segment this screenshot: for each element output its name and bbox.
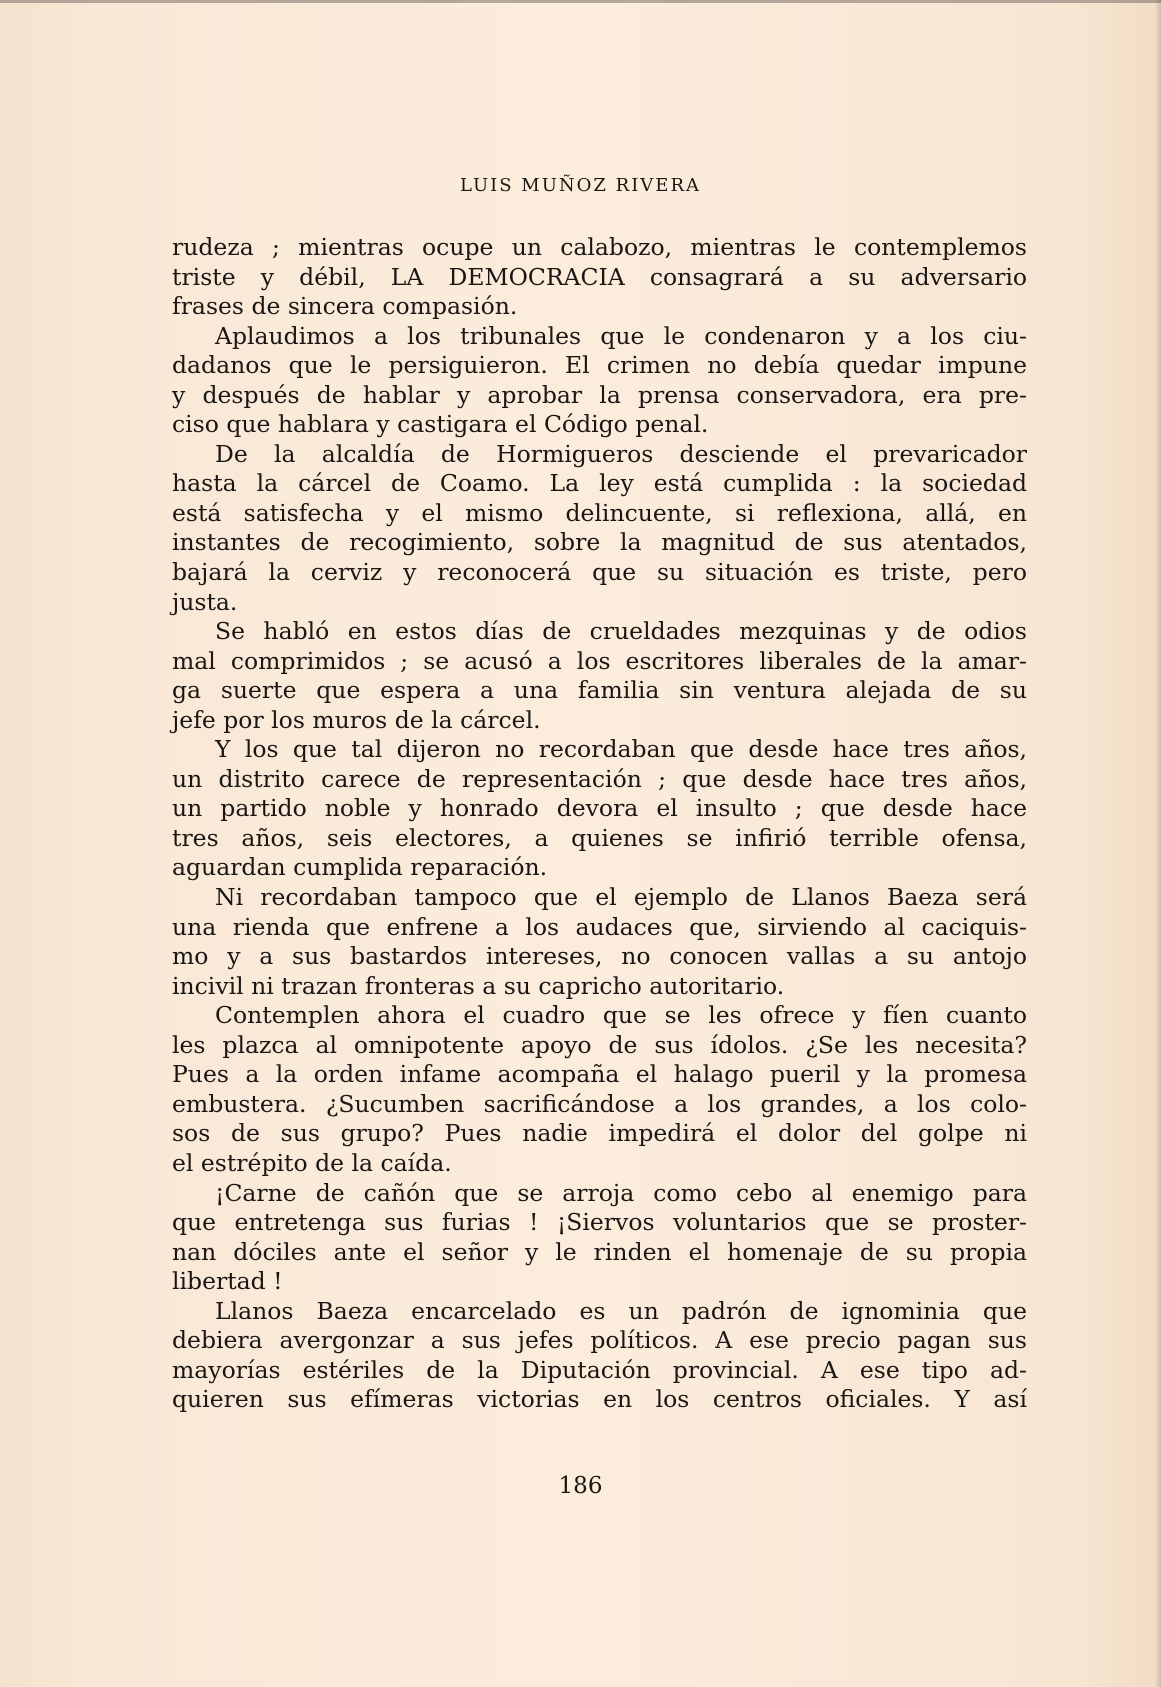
paragraph-first-line: Ni recordaban tampoco que el ejemplo de Llanos Baeza será — [215, 883, 1027, 912]
text-line: un distrito carece de representación ; que desde hace tres años, — [172, 764, 1027, 793]
text-line: aguardan cumplida reparación. — [172, 853, 548, 882]
text-line: debiera avergonzar a sus jefes políticos. A ese precio pagan sus — [172, 1326, 1027, 1355]
page-top-edge — [0, 0, 1161, 3]
text-line: dadanos que le persiguieron. El crimen no debía quedar impune — [172, 351, 1027, 380]
text-line: mal comprimidos ; se acusó a los escritores liberales de la amar- — [172, 646, 1027, 675]
page-right-edge-shadow — [1155, 0, 1161, 1687]
text-line: el estrépito de la caída. — [172, 1148, 452, 1177]
running-head: LUIS MUÑOZ RIVERA — [460, 175, 701, 196]
text-line: ciso que hablara y castigara el Código penal. — [172, 410, 709, 439]
text-line: embustera. ¿Sucumben sacrificándose a los grandes, a los colo- — [172, 1089, 1027, 1118]
text-line: instantes de recogimiento, sobre la magnitud de sus atentados, — [172, 528, 1027, 557]
paragraph-first-line: Contemplen ahora el cuadro que se les ofrece y fíen cuanto — [215, 1001, 1027, 1030]
paragraph-first-line: Se habló en estos días de crueldades mezquinas y de odios — [215, 617, 1027, 646]
text-line: triste y débil, LA DEMOCRACIA consagrará a su adversario — [172, 262, 1027, 291]
text-line: un partido noble y honrado devora el insulto ; que desde hace — [172, 794, 1027, 823]
text-line: ga suerte que espera a una familia sin ventura alejada de su — [172, 676, 1027, 705]
text-line: nan dóciles ante el señor y le rinden el homenaje de su propia — [172, 1237, 1027, 1266]
text-line: les plazca al omnipotente apoyo de sus ídolos. ¿Se les necesita? — [172, 1030, 1027, 1059]
text-line: y después de hablar y aprobar la prensa conservadora, era pre- — [172, 380, 1027, 409]
text-line: Pues a la orden infame acompaña el halago pueril y la promesa — [172, 1060, 1027, 1089]
page-number: 186 — [558, 1473, 603, 1499]
paragraph-first-line: Aplaudimos a los tribunales que le condenaron y a los ciu- — [215, 321, 1027, 350]
text-line: mayorías estériles de la Diputación provincial. A ese tipo ad- — [172, 1355, 1027, 1384]
text-line: incivil ni trazan fronteras a su capricho autoritario. — [172, 971, 785, 1000]
paragraph-first-line: Y los que tal dijeron no recordaban que desde hace tres años, — [215, 735, 1027, 764]
text-line: rudeza ; mientras ocupe un calabozo, mientras le contemplemos — [172, 233, 1027, 261]
text-line: una rienda que enfrene a los audaces que, sirviendo al caciquis- — [172, 912, 1027, 941]
paragraph-first-line: Llanos Baeza encarcelado es un padrón de ignominia que — [215, 1296, 1027, 1325]
body-text — [172, 233, 1027, 1415]
paragraph-first-line: ¡Carne de cañón que se arroja como cebo al enemigo para — [215, 1178, 1027, 1207]
text-line: justa. — [172, 587, 238, 616]
text-line: sos de sus grupo? Pues nadie impedirá el dolor del golpe ni — [172, 1119, 1027, 1148]
text-line: está satisfecha y el mismo delincuente, si reflexiona, allá, en — [172, 498, 1027, 527]
text-line: que entretenga sus furias ! ¡Siervos voluntarios que se proster- — [172, 1208, 1027, 1237]
text-line: jefe por los muros de la cárcel. — [172, 705, 541, 734]
text-line: quieren sus efímeras victorias en los centros oficiales. Y así — [172, 1385, 1027, 1414]
text-line: mo y a sus bastardos intereses, no conocen vallas a su antojo — [172, 942, 1027, 971]
text-line: bajará la cerviz y reconocerá que su situación es triste, pero — [172, 558, 1027, 587]
text-line: frases de sincera compasión. — [172, 292, 518, 321]
text-line: libertad ! — [172, 1267, 283, 1296]
paragraph-first-line: De la alcaldía de Hormigueros desciende el prevaricador — [215, 439, 1027, 468]
text-line: tres años, seis electores, a quienes se infirió terrible ofensa, — [172, 823, 1027, 852]
text-line: hasta la cárcel de Coamo. La ley está cumplida : la sociedad — [172, 469, 1027, 498]
